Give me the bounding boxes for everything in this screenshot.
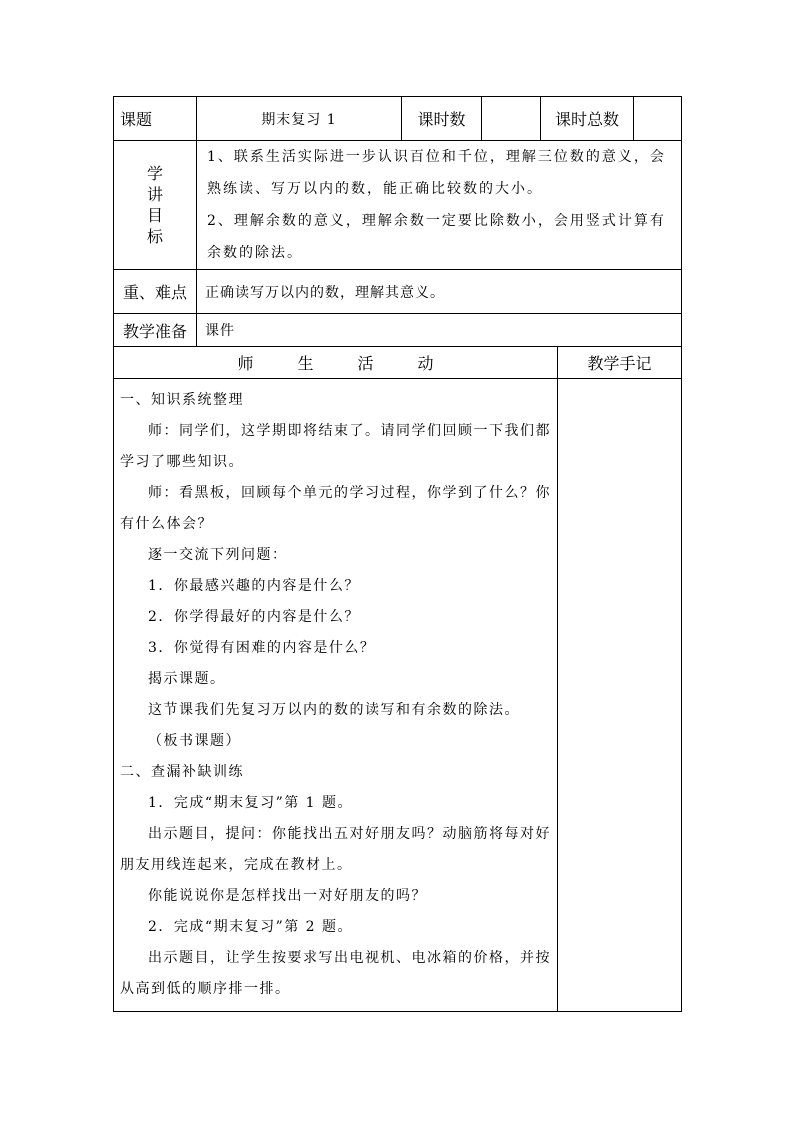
activity-line: 一、知识系统整理 <box>120 392 244 408</box>
activity-line: 3．你觉得有困难的内容是什么？ <box>148 640 376 656</box>
total-hours-value <box>634 97 682 141</box>
goals-label-char: 目 <box>146 206 163 225</box>
activity-body-row <box>114 379 682 1012</box>
topic-value: 期末复习 1 <box>197 97 402 141</box>
goals-label-char: 学 <box>146 164 163 183</box>
teaching-notes-area <box>558 379 682 1012</box>
key-points-value: 正确读写万以内的数，理解其意义。 <box>197 270 682 314</box>
activity-line: 逐一交流下列问题： <box>148 547 288 563</box>
goals-label-char: 讲 <box>146 185 163 204</box>
activity-heading-char: 动 <box>417 354 434 373</box>
activity-line: 你能说说你是怎样找出一对好朋友的吗？ <box>148 888 427 904</box>
activity-heading-char: 生 <box>297 354 314 373</box>
activity-line: 揭示课题。 <box>148 671 226 687</box>
key-points-label: 重、难点 <box>114 270 197 314</box>
activity-line: 师：看黑板，回顾每个单元的学习过程，你学到了什么？你有什么体会？ <box>120 485 551 532</box>
hours-label: 课时数 <box>402 97 482 141</box>
activity-line: 二、查漏补缺训练 <box>120 764 244 780</box>
activity-content <box>114 379 558 1012</box>
activity-line: （板书课题） <box>148 733 241 749</box>
activity-heading-char: 师 <box>237 354 254 373</box>
goals-row <box>114 141 682 270</box>
activity-line: 出示题目，让学生按要求写出电视机、电冰箱的价格，并按从高到低的顺序排一排。 <box>120 950 551 997</box>
total-hours-label: 课时总数 <box>541 97 634 141</box>
activity-line: 1．你最感兴趣的内容是什么？ <box>148 578 360 594</box>
preparation-label: 教学准备 <box>114 314 197 347</box>
lesson-plan-table <box>113 96 682 1012</box>
preparation-row <box>114 314 682 347</box>
activity-line: 师：同学们，这学期即将结束了。请同学们回顾一下我们都学习了哪些知识。 <box>120 423 551 470</box>
activity-line: 2．你学得最好的内容是什么？ <box>148 609 360 625</box>
goals-content <box>197 141 682 270</box>
activity-line: 出示题目，提问：你能找出五对好朋友吗？动脑筋将每对好朋友用线连起来，完成在教材上。 <box>120 826 551 873</box>
goals-label-char: 标 <box>146 227 163 246</box>
activity-header-row <box>114 347 682 379</box>
activity-line: 2．完成“期末复习”第 2 题。 <box>148 919 354 935</box>
notes-heading: 教学手记 <box>558 347 682 379</box>
header-row <box>114 97 682 141</box>
preparation-value: 课件 <box>197 314 682 347</box>
goals-label <box>114 141 197 270</box>
topic-label: 课题 <box>114 97 197 141</box>
activity-line: 1．完成“期末复习”第 1 题。 <box>148 795 354 811</box>
goal-item: 1、联系生活实际进一步认识百位和千位，理解三位数的意义，会熟练读、写万以内的数，能正确比较数的大小。 <box>207 149 666 197</box>
activity-heading-char: 活 <box>357 354 374 373</box>
activity-heading <box>114 347 558 379</box>
goal-item: 2、理解余数的意义，理解余数一定要比除数小，会用竖式计算有余数的除法。 <box>207 213 666 261</box>
key-points-row <box>114 270 682 314</box>
activity-line: 这节课我们先复习万以内的数的读写和有余数的除法。 <box>148 702 520 718</box>
hours-value <box>482 97 541 141</box>
